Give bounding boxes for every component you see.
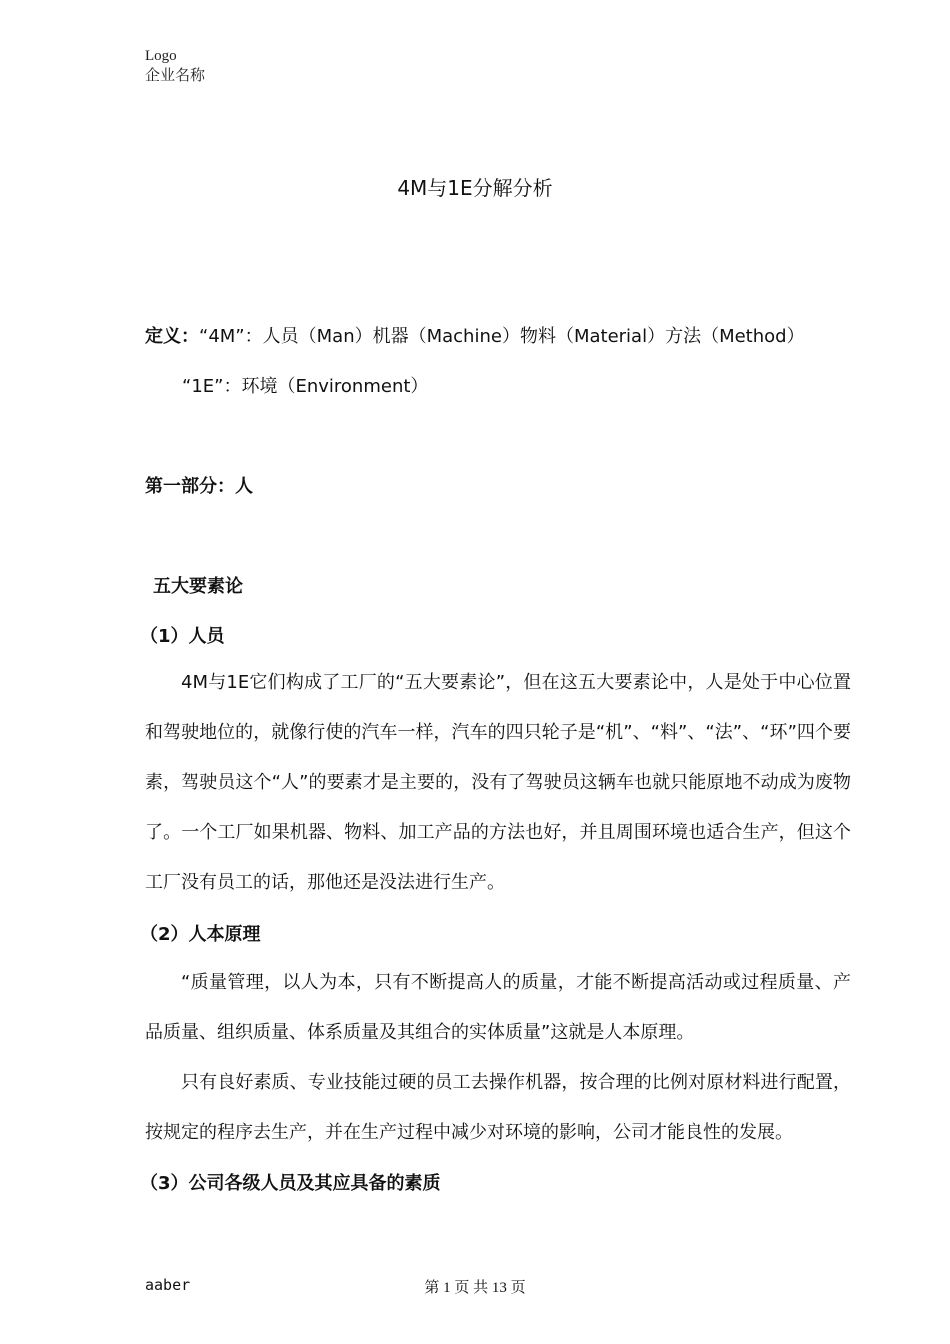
header-logo: Logo xyxy=(145,48,177,64)
paragraph-3: 只有良好素质、专业技能过硬的员工去操作机器，按合理的比例对原材料进行配置，按规定的程序去生产，并在生产过程中减少对环境的影响，公司才能良性的发展。 xyxy=(145,1072,851,1143)
footer-page-number: 第 1 页 共 13 页 xyxy=(424,1280,526,1296)
footer-left-text: aaber xyxy=(145,1276,191,1294)
header-company-name: 企业名称 xyxy=(145,68,206,84)
definition-line-1 xyxy=(145,322,805,348)
definition-label: 定义： xyxy=(145,326,199,347)
definition-line-2: “1E”：环境（Environment） xyxy=(182,376,429,397)
subheading-1: （1）人员 xyxy=(140,626,225,647)
subheading-2: （2）人本原理 xyxy=(140,924,261,945)
document-title: 4M与1E分解分析 xyxy=(397,176,553,200)
paragraph-1: 4M与1E它们构成了工厂的“五大要素论”，但在这五大要素论中，人是处于中心位置和驾驶地位的，就像行使的汽车一样，汽车的四只轮子是“机”、“料”、“法”、“环”四个要素，驾驶员这个“人”的要素才是主要的，没有了驾驶员这辆车也就只能原地不动成为废物了。一个工厂如果机器、物料、加工产品的方法也好，并且周围环境也适合生产，但这个工厂没有员工的话，那他还是没法进行生产。 xyxy=(145,672,851,893)
part-1-heading: 第一部分：人 xyxy=(145,476,253,497)
subheading-3: （3）公司各级人员及其应具备的素质 xyxy=(140,1173,441,1194)
paragraph-2: “质量管理，以人为本，只有不断提高人的质量，才能不断提高活动或过程质量、产品质量、组织质量、体系质量及其组合的实体质量”这就是人本原理。 xyxy=(145,972,851,1043)
definition-4m-text: “4M”：人员（Man）机器（Machine）物料（Material）方法（Method） xyxy=(199,326,805,347)
section-heading: 五大要素论 xyxy=(153,576,243,597)
